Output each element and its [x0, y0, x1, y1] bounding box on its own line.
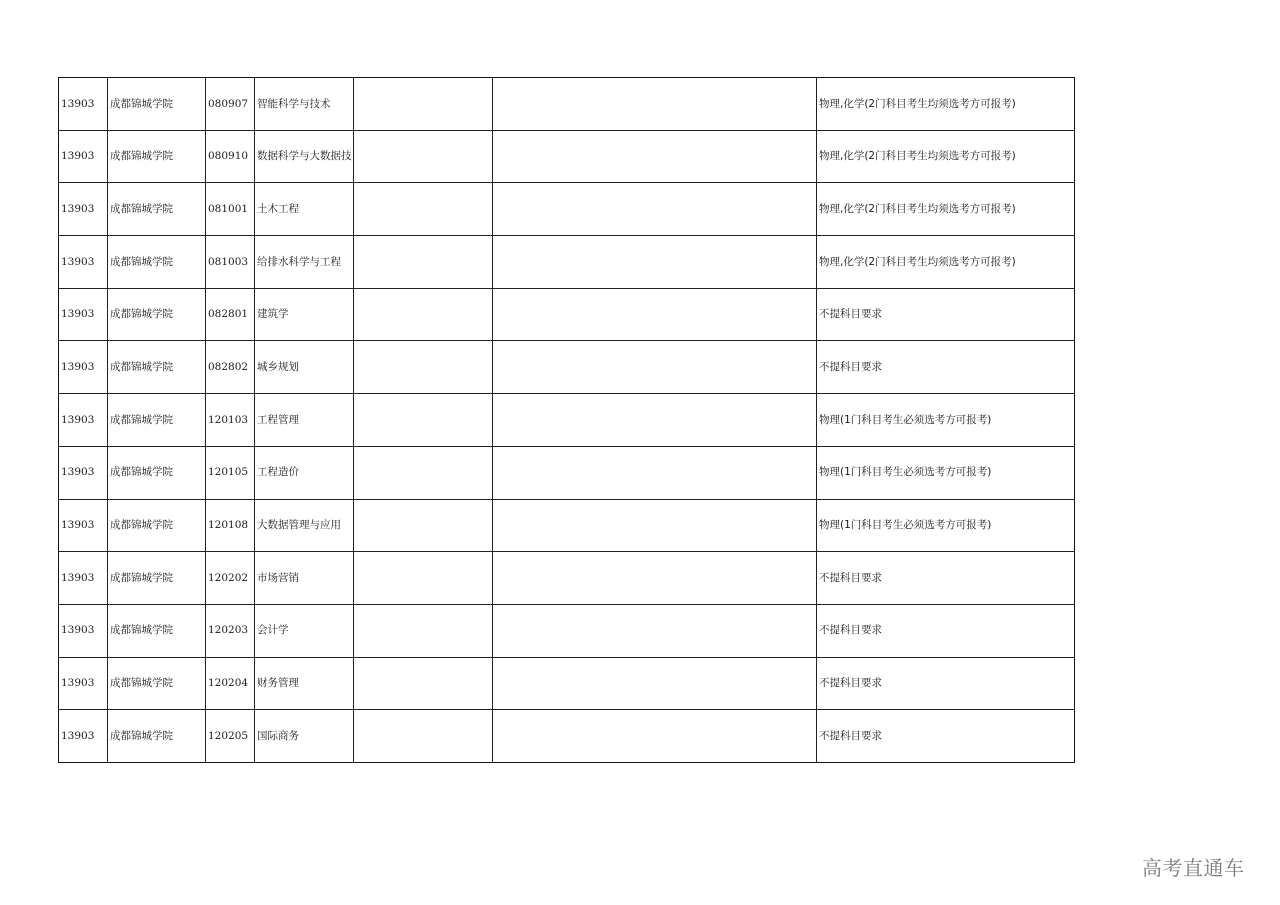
major-code-cell: 120204 [206, 657, 255, 710]
remark-cell [493, 710, 817, 763]
major-name-cell: 土木工程 [255, 183, 354, 236]
major-code-cell: 080910 [206, 130, 255, 183]
major-name-cell: 工程管理 [255, 394, 354, 447]
subject-requirement-cell: 物理(1门科目考生必须选考方可报考) [817, 446, 1075, 499]
remark-cell [493, 657, 817, 710]
major-name-cell: 会计学 [255, 604, 354, 657]
watermark: 高考直通车 [1142, 856, 1245, 880]
note-cell [354, 183, 493, 236]
major-name-cell: 给排水科学与工程 [255, 236, 354, 289]
school-code-cell: 13903 [59, 710, 108, 763]
school-name-cell: 成都锦城学院 [108, 183, 206, 236]
major-name-cell: 城乡规划 [255, 341, 354, 394]
major-code-cell: 081001 [206, 183, 255, 236]
major-name-cell: 大数据管理与应用 [255, 499, 354, 552]
subject-requirement-cell: 物理,化学(2门科目考生均须选考方可报考) [817, 183, 1075, 236]
school-code-cell: 13903 [59, 78, 108, 131]
subject-requirement-cell: 不提科目要求 [817, 288, 1075, 341]
major-code-cell: 120108 [206, 499, 255, 552]
subject-requirement-cell: 物理,化学(2门科目考生均须选考方可报考) [817, 78, 1075, 131]
table-row [59, 394, 1075, 447]
school-name-cell: 成都锦城学院 [108, 604, 206, 657]
major-name-cell: 工程造价 [255, 446, 354, 499]
note-cell [354, 394, 493, 447]
remark-cell [493, 183, 817, 236]
major-code-cell: 082802 [206, 341, 255, 394]
school-name-cell: 成都锦城学院 [108, 394, 206, 447]
table-row [59, 78, 1075, 131]
table-row [59, 446, 1075, 499]
table-row [59, 499, 1075, 552]
school-name-cell: 成都锦城学院 [108, 341, 206, 394]
school-code-cell: 13903 [59, 657, 108, 710]
remark-cell [493, 446, 817, 499]
remark-cell [493, 130, 817, 183]
school-code-cell: 13903 [59, 446, 108, 499]
school-code-cell: 13903 [59, 236, 108, 289]
major-code-cell: 120205 [206, 710, 255, 763]
note-cell [354, 288, 493, 341]
subject-requirement-cell: 不提科目要求 [817, 657, 1075, 710]
remark-cell [493, 499, 817, 552]
note-cell [354, 236, 493, 289]
table-row [59, 236, 1075, 289]
school-code-cell: 13903 [59, 552, 108, 605]
school-name-cell: 成都锦城学院 [108, 499, 206, 552]
school-code-cell: 13903 [59, 288, 108, 341]
table-row [59, 710, 1075, 763]
school-name-cell: 成都锦城学院 [108, 446, 206, 499]
school-name-cell: 成都锦城学院 [108, 288, 206, 341]
table-row [59, 657, 1075, 710]
table-body [59, 78, 1075, 763]
major-name-cell: 智能科学与技术 [255, 78, 354, 131]
major-code-cell: 120203 [206, 604, 255, 657]
school-code-cell: 13903 [59, 183, 108, 236]
note-cell [354, 710, 493, 763]
table-row [59, 183, 1075, 236]
note-cell [354, 130, 493, 183]
school-name-cell: 成都锦城学院 [108, 657, 206, 710]
subject-requirement-cell: 物理,化学(2门科目考生均须选考方可报考) [817, 130, 1075, 183]
note-cell [354, 552, 493, 605]
subject-requirement-cell: 物理,化学(2门科目考生均须选考方可报考) [817, 236, 1075, 289]
school-name-cell: 成都锦城学院 [108, 552, 206, 605]
school-code-cell: 13903 [59, 130, 108, 183]
major-code-cell: 120103 [206, 394, 255, 447]
major-name-cell: 建筑学 [255, 288, 354, 341]
note-cell [354, 657, 493, 710]
note-cell [354, 78, 493, 131]
subject-requirement-cell: 不提科目要求 [817, 604, 1075, 657]
school-code-cell: 13903 [59, 604, 108, 657]
remark-cell [493, 552, 817, 605]
note-cell [354, 446, 493, 499]
subject-requirement-cell: 物理(1门科目考生必须选考方可报考) [817, 499, 1075, 552]
major-code-cell: 120202 [206, 552, 255, 605]
table-row [59, 288, 1075, 341]
table-row [59, 604, 1075, 657]
subject-requirement-cell: 不提科目要求 [817, 710, 1075, 763]
major-code-cell: 120105 [206, 446, 255, 499]
table-row [59, 130, 1075, 183]
school-code-cell: 13903 [59, 394, 108, 447]
note-cell [354, 341, 493, 394]
school-name-cell: 成都锦城学院 [108, 130, 206, 183]
remark-cell [493, 288, 817, 341]
school-name-cell: 成都锦城学院 [108, 710, 206, 763]
major-name-cell: 市场营销 [255, 552, 354, 605]
major-code-cell: 082801 [206, 288, 255, 341]
school-code-cell: 13903 [59, 499, 108, 552]
subject-requirement-cell: 物理(1门科目考生必须选考方可报考) [817, 394, 1075, 447]
admission-requirements-table [58, 77, 1075, 763]
school-code-cell: 13903 [59, 341, 108, 394]
remark-cell [493, 236, 817, 289]
table-row [59, 341, 1075, 394]
note-cell [354, 499, 493, 552]
subject-requirement-cell: 不提科目要求 [817, 552, 1075, 605]
school-name-cell: 成都锦城学院 [108, 78, 206, 131]
remark-cell [493, 394, 817, 447]
note-cell [354, 604, 493, 657]
table-row [59, 552, 1075, 605]
remark-cell [493, 341, 817, 394]
major-name-cell: 财务管理 [255, 657, 354, 710]
school-name-cell: 成都锦城学院 [108, 236, 206, 289]
remark-cell [493, 78, 817, 131]
major-code-cell: 080907 [206, 78, 255, 131]
subject-requirement-cell: 不提科目要求 [817, 341, 1075, 394]
major-name-cell: 数据科学与大数据技 [255, 130, 354, 183]
major-code-cell: 081003 [206, 236, 255, 289]
remark-cell [493, 604, 817, 657]
major-name-cell: 国际商务 [255, 710, 354, 763]
